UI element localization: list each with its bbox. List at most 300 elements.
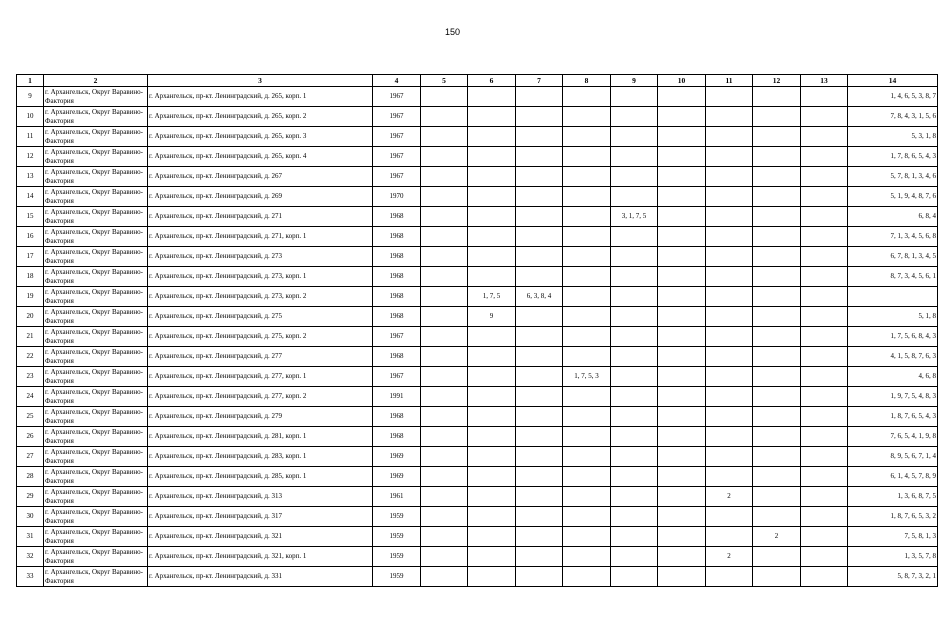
col-7-cell — [516, 487, 563, 507]
col-6-cell — [468, 487, 516, 507]
col-8-cell — [563, 407, 611, 427]
col-9-cell — [611, 507, 658, 527]
col-6-cell: 9 — [468, 307, 516, 327]
column-header: 2 — [44, 75, 148, 87]
col-5-cell — [421, 127, 468, 147]
col-7-cell — [516, 167, 563, 187]
col-10-cell — [658, 467, 706, 487]
col-5-cell — [421, 447, 468, 467]
col-9-cell — [611, 127, 658, 147]
col-7-cell — [516, 227, 563, 247]
col-11-cell — [706, 267, 753, 287]
col-12-cell — [753, 427, 801, 447]
col-7-cell — [516, 507, 563, 527]
col-7-cell — [516, 547, 563, 567]
col-14-cell — [848, 287, 938, 307]
district-cell: г. Архангельск, Округ Варавино-Фактория — [44, 287, 148, 307]
col-6-cell — [468, 187, 516, 207]
col-12-cell — [753, 287, 801, 307]
col-9-cell: 3, 1, 7, 5 — [611, 207, 658, 227]
col-11-cell — [706, 447, 753, 467]
address-cell: г. Архангельск, пр-кт. Ленинградский, д. 321 — [148, 527, 373, 547]
col-14-cell: 8, 7, 3, 4, 5, 6, 1 — [848, 267, 938, 287]
col-12-cell — [753, 507, 801, 527]
col-11-cell — [706, 287, 753, 307]
col-5-cell — [421, 567, 468, 587]
year-cell: 1959 — [373, 567, 421, 587]
col-8-cell — [563, 207, 611, 227]
col-9-cell — [611, 387, 658, 407]
col-10-cell — [658, 187, 706, 207]
row-number-cell: 14 — [17, 187, 44, 207]
col-11-cell — [706, 507, 753, 527]
col-13-cell — [801, 207, 848, 227]
col-8-cell — [563, 247, 611, 267]
col-9-cell — [611, 427, 658, 447]
column-header: 13 — [801, 75, 848, 87]
row-number-cell: 32 — [17, 547, 44, 567]
col-10-cell — [658, 287, 706, 307]
col-10-cell — [658, 267, 706, 287]
col-14-cell: 4, 6, 8 — [848, 367, 938, 387]
district-cell: г. Архангельск, Округ Варавино-Фактория — [44, 207, 148, 227]
col-12-cell — [753, 387, 801, 407]
col-13-cell — [801, 447, 848, 467]
row-number-cell: 26 — [17, 427, 44, 447]
col-7-cell — [516, 447, 563, 467]
col-11-cell — [706, 147, 753, 167]
col-12-cell — [753, 167, 801, 187]
col-7-cell — [516, 307, 563, 327]
col-6-cell — [468, 467, 516, 487]
district-cell: г. Архангельск, Округ Варавино-Фактория — [44, 107, 148, 127]
column-header: 14 — [848, 75, 938, 87]
col-11-cell — [706, 207, 753, 227]
district-cell: г. Архангельск, Округ Варавино-Фактория — [44, 507, 148, 527]
col-6-cell — [468, 207, 516, 227]
col-14-cell: 4, 1, 5, 8, 7, 6, 3 — [848, 347, 938, 367]
col-10-cell — [658, 87, 706, 107]
col-8-cell: 1, 7, 5, 3 — [563, 367, 611, 387]
row-number-cell: 23 — [17, 367, 44, 387]
col-6-cell — [468, 227, 516, 247]
col-12-cell — [753, 487, 801, 507]
col-12-cell — [753, 447, 801, 467]
col-5-cell — [421, 387, 468, 407]
col-14-cell: 1, 7, 5, 6, 8, 4, 3 — [848, 327, 938, 347]
address-cell: г. Архангельск, пр-кт. Ленинградский, д. 273 — [148, 247, 373, 267]
table-row — [17, 127, 938, 147]
district-cell: г. Архангельск, Округ Варавино-Фактория — [44, 447, 148, 467]
col-7-cell — [516, 427, 563, 447]
col-5-cell — [421, 367, 468, 387]
col-8-cell — [563, 387, 611, 407]
col-14-cell: 1, 3, 6, 8, 7, 5 — [848, 487, 938, 507]
col-8-cell — [563, 567, 611, 587]
col-14-cell: 5, 1, 9, 4, 8, 7, 6 — [848, 187, 938, 207]
col-9-cell — [611, 467, 658, 487]
row-number-cell: 20 — [17, 307, 44, 327]
col-7-cell — [516, 207, 563, 227]
page-number: 150 — [444, 27, 461, 37]
col-5-cell — [421, 107, 468, 127]
year-cell: 1968 — [373, 207, 421, 227]
district-cell: г. Архангельск, Округ Варавино-Фактория — [44, 567, 148, 587]
table-row — [17, 567, 938, 587]
col-14-cell: 8, 9, 5, 6, 7, 1, 4 — [848, 447, 938, 467]
col-12-cell — [753, 227, 801, 247]
col-12-cell — [753, 307, 801, 327]
col-11-cell — [706, 387, 753, 407]
col-5-cell — [421, 347, 468, 367]
row-number-cell: 28 — [17, 467, 44, 487]
col-11-cell — [706, 127, 753, 147]
col-11-cell — [706, 407, 753, 427]
col-6-cell — [468, 127, 516, 147]
district-cell: г. Архангельск, Округ Варавино-Фактория — [44, 547, 148, 567]
row-number-cell: 16 — [17, 227, 44, 247]
table-row — [17, 267, 938, 287]
col-6-cell — [468, 527, 516, 547]
col-10-cell — [658, 407, 706, 427]
address-cell: г. Архангельск, пр-кт. Ленинградский, д. 269 — [148, 187, 373, 207]
col-7-cell — [516, 387, 563, 407]
col-14-cell: 1, 8, 7, 6, 5, 4, 3 — [848, 407, 938, 427]
table-row — [17, 247, 938, 267]
col-9-cell — [611, 307, 658, 327]
col-11-cell — [706, 167, 753, 187]
col-7-cell — [516, 267, 563, 287]
col-13-cell — [801, 427, 848, 447]
col-13-cell — [801, 167, 848, 187]
row-number-cell: 31 — [17, 527, 44, 547]
col-10-cell — [658, 487, 706, 507]
district-cell: г. Архангельск, Округ Варавино-Фактория — [44, 187, 148, 207]
year-cell: 1968 — [373, 347, 421, 367]
address-cell: г. Архангельск, пр-кт. Ленинградский, д. 281, корп. 1 — [148, 427, 373, 447]
year-cell: 1968 — [373, 287, 421, 307]
col-11-cell — [706, 367, 753, 387]
column-header: 3 — [148, 75, 373, 87]
col-14-cell: 6, 8, 4 — [848, 207, 938, 227]
address-cell: г. Архангельск, пр-кт. Ленинградский, д. 283, корп. 1 — [148, 447, 373, 467]
col-6-cell — [468, 347, 516, 367]
col-14-cell: 1, 4, 6, 5, 3, 8, 7 — [848, 87, 938, 107]
col-13-cell — [801, 407, 848, 427]
col-13-cell — [801, 567, 848, 587]
col-6-cell — [468, 507, 516, 527]
col-6-cell — [468, 367, 516, 387]
col-5-cell — [421, 467, 468, 487]
col-7-cell — [516, 247, 563, 267]
col-11-cell — [706, 307, 753, 327]
col-10-cell — [658, 567, 706, 587]
col-6-cell — [468, 267, 516, 287]
district-cell: г. Архангельск, Округ Варавино-Фактория — [44, 527, 148, 547]
col-13-cell — [801, 367, 848, 387]
row-number-cell: 33 — [17, 567, 44, 587]
col-13-cell — [801, 467, 848, 487]
row-number-cell: 13 — [17, 167, 44, 187]
col-8-cell — [563, 547, 611, 567]
col-5-cell — [421, 227, 468, 247]
col-14-cell: 5, 1, 8 — [848, 307, 938, 327]
district-cell: г. Архангельск, Округ Варавино-Фактория — [44, 427, 148, 447]
col-14-cell: 5, 8, 7, 3, 2, 1 — [848, 567, 938, 587]
table-row — [17, 507, 938, 527]
col-8-cell — [563, 147, 611, 167]
year-cell: 1959 — [373, 507, 421, 527]
year-cell: 1967 — [373, 127, 421, 147]
table-row — [17, 167, 938, 187]
col-5-cell — [421, 427, 468, 447]
col-10-cell — [658, 507, 706, 527]
col-9-cell — [611, 167, 658, 187]
col-5-cell — [421, 247, 468, 267]
table-row — [17, 467, 938, 487]
address-cell: г. Архангельск, пр-кт. Ленинградский, д. 273, корп. 1 — [148, 267, 373, 287]
col-8-cell — [563, 167, 611, 187]
address-cell: г. Архангельск, пр-кт. Ленинградский, д. 277, корп. 1 — [148, 367, 373, 387]
col-9-cell — [611, 287, 658, 307]
col-7-cell — [516, 467, 563, 487]
column-header: 4 — [373, 75, 421, 87]
address-cell: г. Архангельск, пр-кт. Ленинградский, д. 275, корп. 2 — [148, 327, 373, 347]
col-8-cell — [563, 507, 611, 527]
col-11-cell — [706, 527, 753, 547]
col-9-cell — [611, 447, 658, 467]
col-6-cell — [468, 327, 516, 347]
col-12-cell — [753, 267, 801, 287]
address-cell: г. Архангельск, пр-кт. Ленинградский, д. 313 — [148, 487, 373, 507]
table-row — [17, 447, 938, 467]
col-13-cell — [801, 327, 848, 347]
col-14-cell: 1, 8, 7, 6, 5, 3, 2 — [848, 507, 938, 527]
col-6-cell — [468, 247, 516, 267]
row-number-cell: 22 — [17, 347, 44, 367]
year-cell: 1991 — [373, 387, 421, 407]
col-9-cell — [611, 107, 658, 127]
row-number-cell: 15 — [17, 207, 44, 227]
col-6-cell — [468, 167, 516, 187]
table-body — [17, 87, 938, 587]
col-7-cell — [516, 127, 563, 147]
col-8-cell — [563, 87, 611, 107]
district-cell: г. Архангельск, Округ Варавино-Фактория — [44, 307, 148, 327]
district-cell: г. Архангельск, Округ Варавино-Фактория — [44, 127, 148, 147]
column-header: 8 — [563, 75, 611, 87]
col-7-cell — [516, 407, 563, 427]
address-cell: г. Архангельск, пр-кт. Ленинградский, д. 265, корп. 2 — [148, 107, 373, 127]
year-cell: 1959 — [373, 527, 421, 547]
address-cell: г. Архангельск, пр-кт. Ленинградский, д. 267 — [148, 167, 373, 187]
col-14-cell: 6, 1, 4, 5, 7, 8, 9 — [848, 467, 938, 487]
col-12-cell: 2 — [753, 527, 801, 547]
col-7-cell — [516, 567, 563, 587]
row-number-cell: 29 — [17, 487, 44, 507]
year-cell: 1967 — [373, 87, 421, 107]
col-9-cell — [611, 367, 658, 387]
district-cell: г. Архангельск, Округ Варавино-Фактория — [44, 147, 148, 167]
col-5-cell — [421, 267, 468, 287]
col-9-cell — [611, 407, 658, 427]
district-cell: г. Архангельск, Округ Варавино-Фактория — [44, 227, 148, 247]
col-6-cell — [468, 87, 516, 107]
column-header: 6 — [468, 75, 516, 87]
year-cell: 1970 — [373, 187, 421, 207]
table-row — [17, 307, 938, 327]
col-10-cell — [658, 227, 706, 247]
col-6-cell: 1, 7, 5 — [468, 287, 516, 307]
year-cell: 1967 — [373, 147, 421, 167]
row-number-cell: 25 — [17, 407, 44, 427]
col-6-cell — [468, 567, 516, 587]
col-11-cell — [706, 467, 753, 487]
col-13-cell — [801, 547, 848, 567]
col-13-cell — [801, 507, 848, 527]
col-10-cell — [658, 427, 706, 447]
housing-table — [16, 74, 938, 587]
address-cell: г. Архангельск, пр-кт. Ленинградский, д. 273, корп. 2 — [148, 287, 373, 307]
col-12-cell — [753, 187, 801, 207]
district-cell: г. Архангельск, Округ Варавино-Фактория — [44, 367, 148, 387]
row-number-cell: 21 — [17, 327, 44, 347]
col-12-cell — [753, 407, 801, 427]
col-12-cell — [753, 247, 801, 267]
col-11-cell — [706, 107, 753, 127]
column-header: 10 — [658, 75, 706, 87]
col-14-cell: 7, 6, 5, 4, 1, 9, 8 — [848, 427, 938, 447]
col-9-cell — [611, 267, 658, 287]
col-13-cell — [801, 307, 848, 327]
row-number-cell: 12 — [17, 147, 44, 167]
col-14-cell: 5, 3, 1, 8 — [848, 127, 938, 147]
row-number-cell: 19 — [17, 287, 44, 307]
address-cell: г. Архангельск, пр-кт. Ленинградский, д. 277, корп. 2 — [148, 387, 373, 407]
year-cell: 1967 — [373, 327, 421, 347]
col-7-cell: 6, 3, 8, 4 — [516, 287, 563, 307]
col-14-cell: 5, 7, 8, 1, 3, 4, 6 — [848, 167, 938, 187]
row-number-cell: 30 — [17, 507, 44, 527]
district-cell: г. Архангельск, Округ Варавино-Фактория — [44, 387, 148, 407]
col-8-cell — [563, 327, 611, 347]
col-14-cell: 6, 7, 8, 1, 3, 4, 5 — [848, 247, 938, 267]
col-12-cell — [753, 327, 801, 347]
district-cell: г. Архангельск, Округ Варавино-Фактория — [44, 347, 148, 367]
col-13-cell — [801, 487, 848, 507]
district-cell: г. Архангельск, Округ Варавино-Фактория — [44, 247, 148, 267]
table-row — [17, 407, 938, 427]
col-8-cell — [563, 267, 611, 287]
address-cell: г. Архангельск, пр-кт. Ленинградский, д. 275 — [148, 307, 373, 327]
col-10-cell — [658, 147, 706, 167]
col-10-cell — [658, 327, 706, 347]
col-14-cell: 1, 9, 7, 5, 4, 8, 3 — [848, 387, 938, 407]
address-cell: г. Архангельск, пр-кт. Ленинградский, д. 265, корп. 3 — [148, 127, 373, 147]
col-13-cell — [801, 127, 848, 147]
col-5-cell — [421, 147, 468, 167]
col-6-cell — [468, 107, 516, 127]
col-5-cell — [421, 487, 468, 507]
address-cell: г. Архангельск, пр-кт. Ленинградский, д. 271, корп. 1 — [148, 227, 373, 247]
column-header: 9 — [611, 75, 658, 87]
col-12-cell — [753, 207, 801, 227]
col-5-cell — [421, 167, 468, 187]
row-number-cell: 18 — [17, 267, 44, 287]
col-10-cell — [658, 107, 706, 127]
table-header-row — [17, 75, 938, 87]
col-12-cell — [753, 467, 801, 487]
col-8-cell — [563, 127, 611, 147]
col-6-cell — [468, 387, 516, 407]
table-row — [17, 87, 938, 107]
col-9-cell — [611, 347, 658, 367]
col-10-cell — [658, 347, 706, 367]
col-5-cell — [421, 547, 468, 567]
col-14-cell: 1, 7, 8, 6, 5, 4, 3 — [848, 147, 938, 167]
col-13-cell — [801, 87, 848, 107]
col-11-cell — [706, 87, 753, 107]
col-12-cell — [753, 147, 801, 167]
address-cell: г. Архангельск, пр-кт. Ленинградский, д. 331 — [148, 567, 373, 587]
row-number-cell: 27 — [17, 447, 44, 467]
col-9-cell — [611, 327, 658, 347]
col-8-cell — [563, 307, 611, 327]
district-cell: г. Архангельск, Округ Варавино-Фактория — [44, 487, 148, 507]
col-7-cell — [516, 527, 563, 547]
table-row — [17, 207, 938, 227]
col-11-cell — [706, 427, 753, 447]
col-10-cell — [658, 447, 706, 467]
row-number-cell: 17 — [17, 247, 44, 267]
year-cell: 1967 — [373, 367, 421, 387]
col-9-cell — [611, 567, 658, 587]
table-row — [17, 487, 938, 507]
table-row — [17, 227, 938, 247]
col-13-cell — [801, 107, 848, 127]
table-row — [17, 287, 938, 307]
col-10-cell — [658, 247, 706, 267]
col-9-cell — [611, 487, 658, 507]
district-cell: г. Архангельск, Округ Варавино-Фактория — [44, 467, 148, 487]
col-8-cell — [563, 467, 611, 487]
col-6-cell — [468, 147, 516, 167]
col-12-cell — [753, 567, 801, 587]
table-row — [17, 427, 938, 447]
address-cell: г. Архангельск, пр-кт. Ленинградский, д. 285, корп. 1 — [148, 467, 373, 487]
col-7-cell — [516, 187, 563, 207]
col-9-cell — [611, 227, 658, 247]
col-10-cell — [658, 127, 706, 147]
col-12-cell — [753, 87, 801, 107]
col-13-cell — [801, 347, 848, 367]
col-11-cell — [706, 247, 753, 267]
col-8-cell — [563, 107, 611, 127]
col-9-cell — [611, 147, 658, 167]
col-13-cell — [801, 147, 848, 167]
table-row — [17, 107, 938, 127]
col-8-cell — [563, 227, 611, 247]
year-cell: 1969 — [373, 467, 421, 487]
table-row — [17, 547, 938, 567]
year-cell: 1967 — [373, 167, 421, 187]
col-5-cell — [421, 527, 468, 547]
col-13-cell — [801, 527, 848, 547]
address-cell: г. Архангельск, пр-кт. Ленинградский, д. 265, корп. 1 — [148, 87, 373, 107]
col-9-cell — [611, 527, 658, 547]
row-number-cell: 24 — [17, 387, 44, 407]
year-cell: 1968 — [373, 267, 421, 287]
